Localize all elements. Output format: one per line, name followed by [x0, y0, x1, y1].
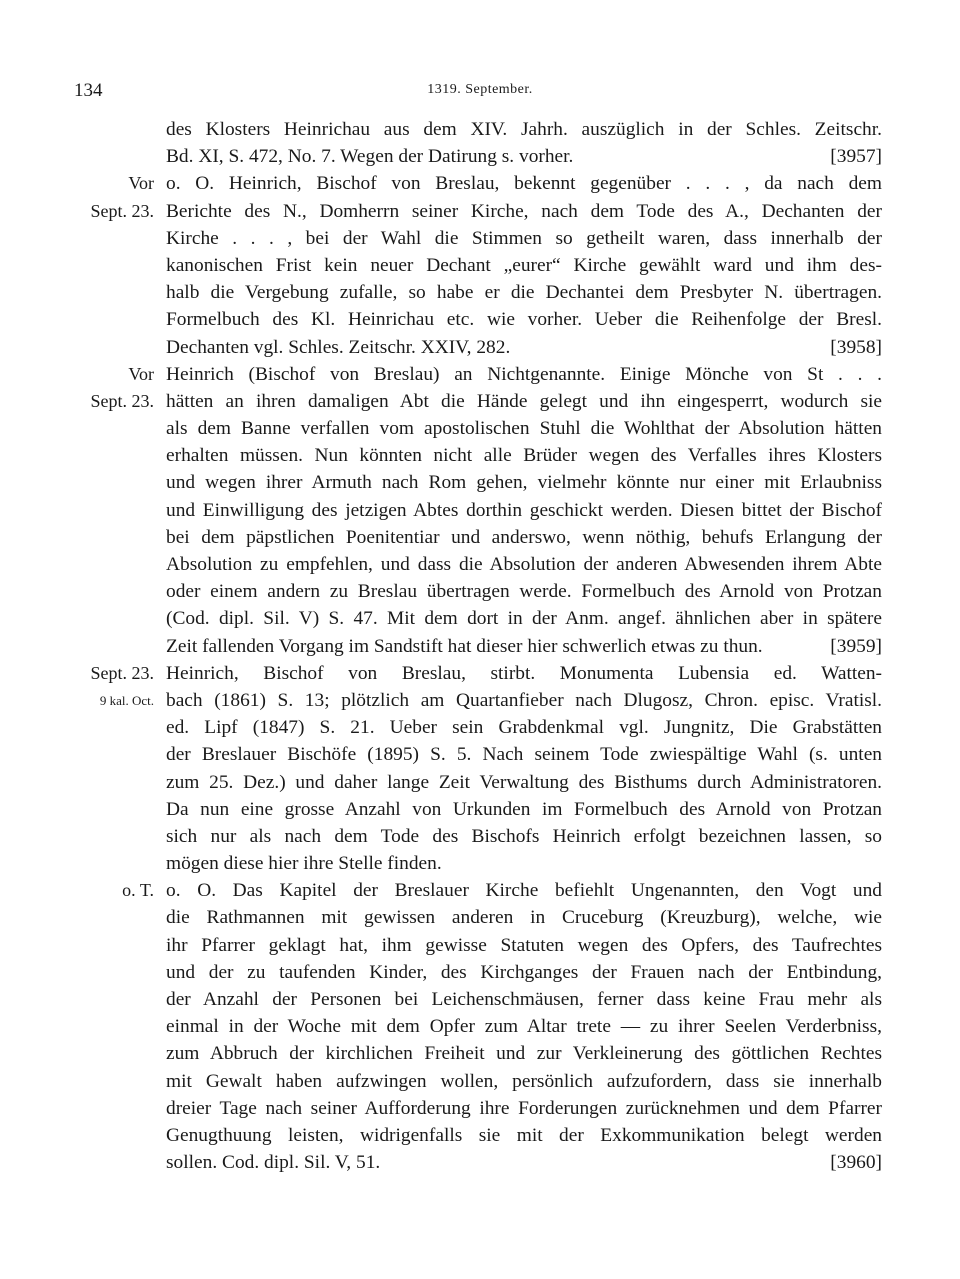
- text-line: einmal in der Woche mit dem Opfer zum Altar trete — zu ihrer Seelen Verderbniss,: [166, 1016, 882, 1038]
- text-line: oder einem andern zu Breslau übertragen werde. Formelbuch des Arnold von Protzan: [166, 581, 882, 603]
- text-line: und wegen ihrer Armuth nach Rom gehen, vielmehr könnte nur einer mit Erlaubniss: [166, 472, 882, 494]
- entry-number: [3957]: [830, 146, 882, 168]
- text-line: Absolution zu empfehlen, und dass die Absolution der anderen Abwesenden ihrem Abte: [166, 554, 882, 575]
- text-line: mögen diese hier ihre Stelle finden.: [166, 853, 442, 875]
- text-line: kanonischen Frist kein neuer Dechant „eurer“ Kirche gewählt ward und ihm des-: [166, 254, 882, 276]
- text-line: der Anzahl der Personen bei Leichenschmäusen, ferner dass keine Frau mehr als: [166, 989, 882, 1010]
- text-line: hätten an ihren damaligen Abt die Hände gelegt und ihn eingesperrt, wodurch sie: [166, 390, 882, 412]
- page-header: [0, 80, 960, 104]
- text-line: (Cod. dipl. Sil. V) S. 47. Mit dem dort in der Anm. angef. ähnlichen aber in spätere: [166, 608, 882, 630]
- text-line: Genugthuung leisten, widrigenfalls sie mit der Exkommunikation belegt werden: [166, 1124, 882, 1146]
- entry-death-notice: [0, 660, 960, 878]
- text-line: Da nun eine grosse Anzahl von Urkunden im Formelbuch des Arnold von Protzan: [166, 798, 882, 820]
- text-line: der Breslauer Bischöfe (1895) S. 5. Nach seinem Tode zwiespältige Wahl (s. unten: [166, 744, 882, 766]
- margin-date: Vor: [128, 363, 154, 384]
- text-line: und Einwilligung des jetzigen Abtes dorthin geschickt werden. Diesen bittet der Bischof: [166, 499, 882, 521]
- text-line: Kirche . . . , bei der Wahl die Stimmen so getheilt waren, dass innerhalb der: [166, 227, 882, 249]
- text-line: mit Gewalt haben aufzwingen wollen, persönlich aufzufordern, dass sie innerhalb: [166, 1070, 882, 1092]
- text-line: Heinrich (Bischof von Breslau) an Nichtgenannte. Einige Mönche von St . . .: [166, 363, 882, 385]
- text-line: sich nur als nach dem Tode des Bischofs Heinrich erfolgt bezeichnen lassen, so: [166, 825, 882, 847]
- text-line: Heinrich, Bischof von Breslau, stirbt. Monumenta Lubensia ed. Watten-: [166, 662, 882, 684]
- text-line: des Klosters Heinrichau aus dem XIV. Jahrh. auszüglich in der Schles. Zeitschr.: [166, 119, 882, 140]
- entry-3960: [0, 877, 960, 1176]
- text-line: zum Abbruch der kirchlichen Freiheit und zur Verkleinerung des göttlichen Rechtes: [166, 1043, 882, 1065]
- text-line: Formelbuch des Kl. Heinrichau etc. wie vorher. Ueber die Reihenfolge der Bresl.: [166, 309, 882, 331]
- entry-3959: [0, 361, 960, 660]
- entry-3957: [0, 116, 960, 170]
- entry-number: [3959]: [830, 635, 882, 657]
- text-line: Berichte des N., Domherrn seiner Kirche, nach dem Tode des A., Dechanten der: [166, 200, 882, 222]
- entry-number: [3960]: [830, 1152, 882, 1174]
- text-line: erhalten müssen. Nun könnten nicht alle Brüder wegen des Verfalles ihres Klosters: [166, 445, 882, 467]
- entry-number: [3958]: [830, 336, 882, 358]
- text-line: ihr Pfarrer geklagt hat, ihm gewisse Statuten wegen des Opfers, des Taufrechtes: [166, 934, 882, 956]
- text-line: o. O. Heinrich, Bischof von Breslau, bekennt gegenüber . . . , da nach dem: [166, 173, 882, 195]
- margin-date: o. T.: [122, 880, 154, 901]
- entry-3958: [0, 170, 960, 360]
- margin-date: Sept. 23.: [90, 200, 154, 221]
- running-title: 1319. September.: [427, 82, 533, 97]
- text-line: o. O. Das Kapitel der Breslauer Kirche befiehlt Ungenannten, den Vogt und: [166, 880, 882, 902]
- text-line: bei dem päpstlichen Poenitentiar und anderswo, wenn nöthig, behufs Erlangung der: [166, 526, 882, 548]
- text-line: und der zu taufenden Kinder, des Kirchganges der Frauen nach der Entbindung,: [166, 961, 882, 983]
- page-number: 134: [74, 80, 103, 101]
- text-line: halb die Vergebung zufalle, so habe er die Dechantei dem Presbyter N. übertragen.: [166, 282, 882, 304]
- text-line: die Rathmannen mit gewissen anderen in Cruceburg (Kreuzburg), welche, wie: [166, 907, 882, 929]
- text-line: Bd. XI, S. 472, No. 7. Wegen der Datirung s. vorher.: [166, 146, 574, 168]
- text-line: ed. Lipf (1847) S. 21. Ueber sein Grabdenkmal vgl. Jungnitz, Die Grabstätten: [166, 717, 882, 739]
- text-line: dreier Tage nach seiner Aufforderung ihre Forderungen zurücknehmen und dem Pfarrer: [166, 1097, 882, 1119]
- document-body: [0, 116, 960, 1176]
- margin-date: Sept. 23.: [90, 390, 154, 411]
- margin-date: Sept. 23.: [90, 662, 154, 683]
- text-line: als dem Banne verfallen vom apostolischen Stuhl die Wohlthat der Absolution hätten: [166, 418, 882, 440]
- text-line: zum 25. Dez.) und daher lange Zeit Verwaltung des Bisthums durch Administratoren.: [166, 771, 882, 793]
- text-line: sollen. Cod. dipl. Sil. V, 51.: [166, 1152, 381, 1174]
- text-line: bach (1861) S. 13; plötzlich am Quartanfieber nach Dlugosz, Chron. episc. Vratisl.: [166, 689, 882, 711]
- margin-date: Vor: [128, 173, 154, 194]
- text-line: Dechanten vgl. Schles. Zeitschr. XXIV, 282.: [166, 336, 511, 358]
- text-line: Zeit fallenden Vorgang im Sandstift hat dieser hier schwerlich etwas zu thun.: [166, 635, 763, 657]
- margin-date: 9 kal. Oct.: [99, 692, 154, 708]
